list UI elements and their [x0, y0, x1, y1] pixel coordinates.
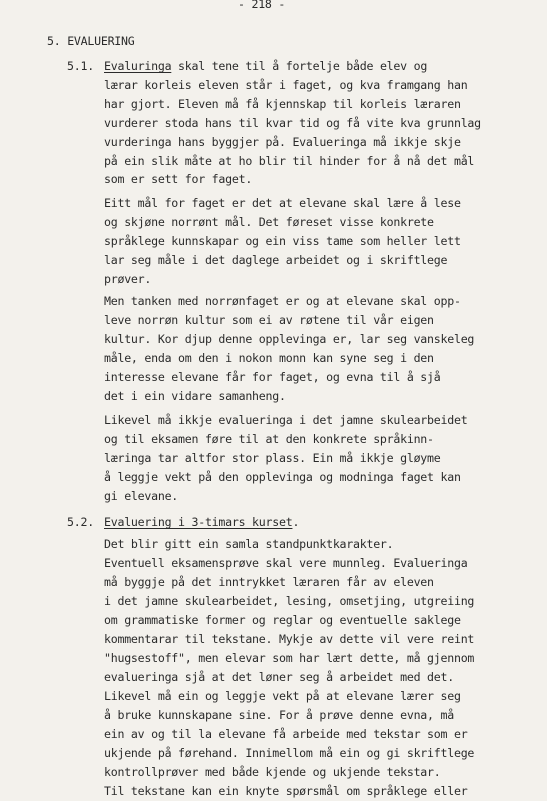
text-line: kultur. Kor djup denne opplevinga er, lar seg vanskeleg: [104, 332, 475, 346]
section-heading-5-2: Evaluering i 3-timars kurset: [104, 515, 293, 529]
section-heading-5-1: Evaluringa: [104, 59, 172, 73]
page-number: - 218 -: [238, 0, 286, 11]
text-line: det i ein vidare samanheng.: [104, 389, 286, 403]
text-line: interesse elevane får for faget, og evna til å sjå: [104, 370, 441, 384]
text-line: Til tekstane kan ein knyte spørsmål om språklege eller: [104, 784, 468, 798]
text-line: evalueringa sjå at det løner seg å arbeidet med det.: [104, 670, 454, 684]
section-number-5-1: 5.1.: [67, 59, 94, 73]
heading-period: .: [292, 515, 300, 529]
text-line: vurderinga hans byggjer på. Evalueringa må ikkje skje: [104, 135, 461, 149]
text-line: som er sett for faget.: [104, 172, 253, 186]
text-line: "hugsestoff", men elevar som har lært dette, må gjennom: [104, 651, 475, 665]
section-5-1-first-line: [104, 58, 427, 74]
text-line: Likevel må ein og leggje vekt på at elevane lærer seg: [104, 689, 461, 703]
text-line: må byggje på det inntrykket læraren får av eleven: [104, 575, 434, 589]
text-line: Det blir gitt ein samla standpunktkarakter.: [104, 537, 394, 551]
text-line: om grammatiske former og reglar og eventuelle saklege: [104, 613, 461, 627]
text-line: og til eksamen føre til at den konkrete språkinn-: [104, 432, 434, 446]
text-line: måle, enda om den i nokon monn kan syne seg i den: [104, 351, 434, 365]
text-line: gi elevane.: [104, 489, 179, 503]
text-line: leve norrøn kultur som ei av røtene til vår eigen: [104, 313, 434, 327]
text-line: skal tene til å fortelje både elev og: [171, 59, 428, 73]
text-line: kontrollprøver med både kjende og ukjende tekstar.: [104, 765, 441, 779]
text-line: Eventuell eksamensprøve skal vere munnleg. Evalueringa: [104, 556, 468, 570]
section-5-2-heading-line: [104, 514, 299, 530]
text-line: har gjort. Eleven må få kjennskap til korleis læraren: [104, 97, 461, 111]
text-line: læringa tar altfor stor plass. Ein må ikkje gløyme: [104, 451, 441, 465]
text-line: Men tanken med norrønfaget er og at elevane skal opp-: [104, 294, 461, 308]
text-line: i det jamne skulearbeidet, lesing, omsetjing, utgreiing: [104, 594, 475, 608]
text-line: språklege kunnskapar og ein viss tame som heller lett: [104, 234, 461, 248]
chapter-heading: 5. EVALUERING: [47, 34, 135, 48]
text-line: Likevel må ikkje evalueringa i det jamne skulearbeidet: [104, 413, 468, 427]
text-line: å leggje vekt på den opplevinga og modninga faget kan: [104, 470, 461, 484]
section-number-5-2: 5.2.: [67, 515, 94, 529]
text-line: på ein slik måte at ho blir til hinder for å nå det mål: [104, 154, 475, 168]
text-line: lar seg måle i det daglege arbeidet og i skriftlege: [104, 253, 448, 267]
text-line: ukjende på førehand. Innimellom må ein og gi skriftlege: [104, 746, 475, 760]
text-line: å bruke kunnskapane sine. For å prøve denne evna, må: [104, 708, 454, 722]
text-line: vurderer stoda hans til kvar tid og få vite kva grunnlag: [104, 116, 481, 130]
text-line: lærar korleis eleven står i faget, og kva framgang han: [104, 78, 468, 92]
text-line: prøver.: [104, 272, 152, 286]
text-line: ein av og til la elevane få arbeide med tekstar som er: [104, 727, 468, 741]
text-line: og skjøne norrønt mål. Det føreset visse konkrete: [104, 215, 434, 229]
text-line: Eitt mål for faget er det at elevane skal lære å lese: [104, 196, 461, 210]
text-line: kommentarar til tekstane. Mykje av dette vil vere reint: [104, 632, 475, 646]
